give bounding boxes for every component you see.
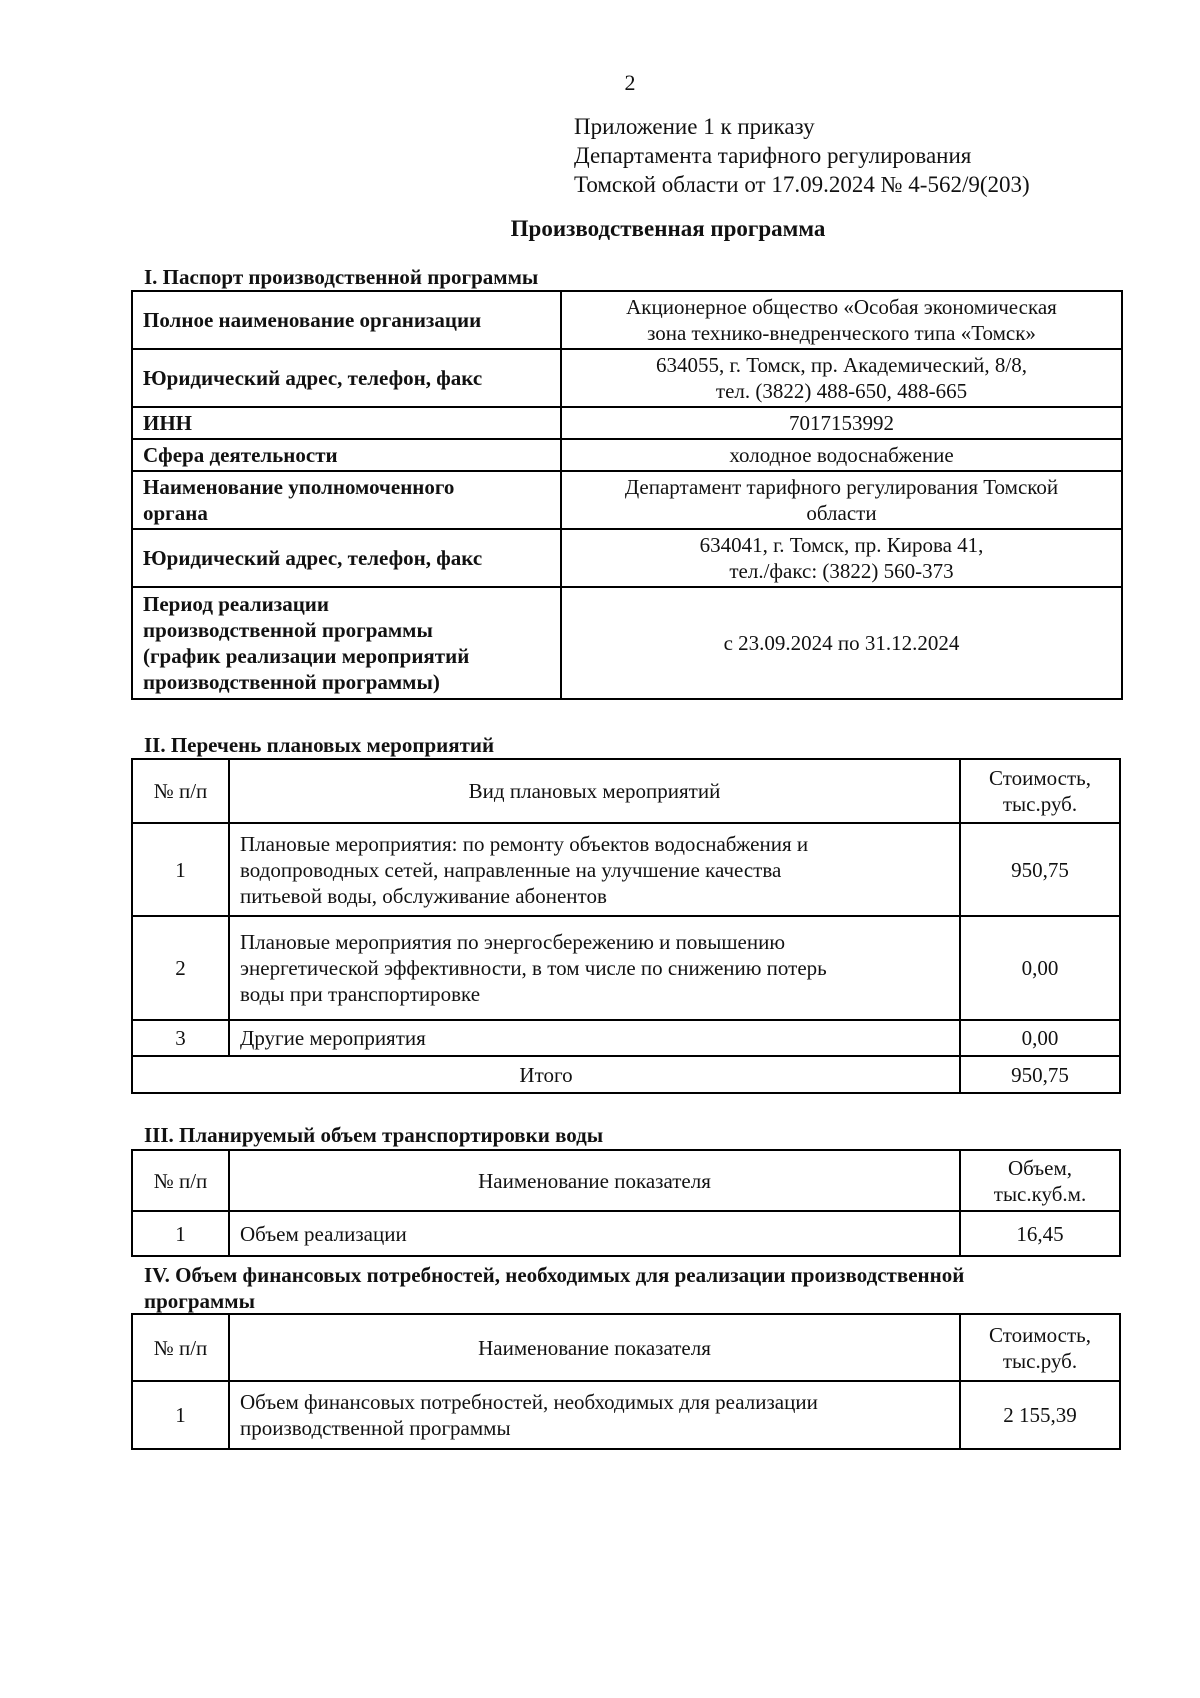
row-num: 1 — [132, 823, 229, 916]
row-cost: 950,75 — [960, 823, 1120, 916]
row-num: 1 — [132, 1381, 229, 1449]
measures-table — [131, 758, 1121, 1094]
passport-row — [132, 407, 1122, 439]
passport-row — [132, 439, 1122, 471]
document-title: Производственная программа — [510, 216, 826, 241]
header-name: Наименование показателя — [229, 1314, 960, 1381]
section-3-title: III. Планируемый объем транспортировки воды — [144, 1123, 604, 1147]
passport-label: Юридический адрес, телефон, факс — [132, 349, 561, 407]
row-volume: 16,45 — [960, 1211, 1120, 1256]
appendix-line: Томской области от 17.09.2024 № 4-562/9(203) — [574, 172, 1030, 197]
table-row — [132, 1020, 1120, 1056]
passport-label: Период реализации производственной программы (график реализации мероприятий производственной программы) — [132, 587, 561, 699]
passport-value: с 23.09.2024 по 31.12.2024 — [561, 587, 1122, 699]
table-row — [132, 1211, 1120, 1256]
passport-row — [132, 471, 1122, 529]
passport-value: Акционерное общество «Особая экономическая зона технико-внедренческого типа «Томск» — [561, 291, 1122, 349]
passport-row — [132, 349, 1122, 407]
total-label: Итого — [132, 1056, 960, 1093]
passport-table — [131, 290, 1123, 700]
passport-label: Полное наименование организации — [132, 291, 561, 349]
header-cost: Стоимость, тыс.руб. — [960, 759, 1120, 823]
table-row — [132, 823, 1120, 916]
header-num: № п/п — [132, 1150, 229, 1211]
table-row — [132, 916, 1120, 1020]
row-name: Плановые мероприятия: по ремонту объектов водоснабжения и водопроводных сетей, направленные на улучшение качества питьевой воды, обслуживание абонентов — [229, 823, 960, 916]
header-num: № п/п — [132, 1314, 229, 1381]
appendix-line: Приложение 1 к приказу — [574, 114, 815, 139]
row-name: Объем финансовых потребностей, необходимых для реализации производственной программы — [229, 1381, 960, 1449]
passport-row — [132, 587, 1122, 699]
row-num: 1 — [132, 1211, 229, 1256]
row-cost: 0,00 — [960, 1020, 1120, 1056]
table-header-row — [132, 1314, 1120, 1381]
row-name: Объем реализации — [229, 1211, 960, 1256]
section-4-title: IV. Объем финансовых потребностей, необходимых для реализации производственной программы — [144, 1263, 965, 1313]
passport-label: Юридический адрес, телефон, факс — [132, 529, 561, 587]
appendix-line: Департамента тарифного регулирования — [574, 143, 972, 168]
passport-value: Департамент тарифного регулирования Томской области — [561, 471, 1122, 529]
passport-value: холодное водоснабжение — [561, 439, 1122, 471]
row-cost: 0,00 — [960, 916, 1120, 1020]
header-volume: Объем, тыс.куб.м. — [960, 1150, 1120, 1211]
row-name: Плановые мероприятия по энергосбережению и повышению энергетической эффективности, в том числе по снижению потерь воды при транспортировке — [229, 916, 960, 1020]
table-header-row — [132, 759, 1120, 823]
passport-value: 634041, г. Томск, пр. Кирова 41, тел./факс: (3822) 560-373 — [561, 529, 1122, 587]
section-1-title: I. Паспорт производственной программы — [144, 265, 539, 289]
financial-table — [131, 1313, 1121, 1450]
row-cost: 2 155,39 — [960, 1381, 1120, 1449]
passport-value: 634055, г. Томск, пр. Академический, 8/8, тел. (3822) 488-650, 488-665 — [561, 349, 1122, 407]
passport-label: Наименование уполномоченного органа — [132, 471, 561, 529]
header-name: Наименование показателя — [229, 1150, 960, 1211]
table-row — [132, 1381, 1120, 1449]
passport-row — [132, 291, 1122, 349]
appendix-reference — [574, 112, 1030, 199]
page-number: 2 — [624, 70, 636, 95]
passport-label: Сфера деятельности — [132, 439, 561, 471]
header-name: Вид плановых мероприятий — [229, 759, 960, 823]
passport-row — [132, 529, 1122, 587]
row-name: Другие мероприятия — [229, 1020, 960, 1056]
total-row — [132, 1056, 1120, 1093]
passport-value: 7017153992 — [561, 407, 1122, 439]
passport-label: ИНН — [132, 407, 561, 439]
section-2-title: II. Перечень плановых мероприятий — [144, 733, 495, 757]
header-cost: Стоимость, тыс.руб. — [960, 1314, 1120, 1381]
row-num: 3 — [132, 1020, 229, 1056]
volume-table — [131, 1149, 1121, 1257]
row-num: 2 — [132, 916, 229, 1020]
total-cost: 950,75 — [960, 1056, 1120, 1093]
table-header-row — [132, 1150, 1120, 1211]
header-num: № п/п — [132, 759, 229, 823]
